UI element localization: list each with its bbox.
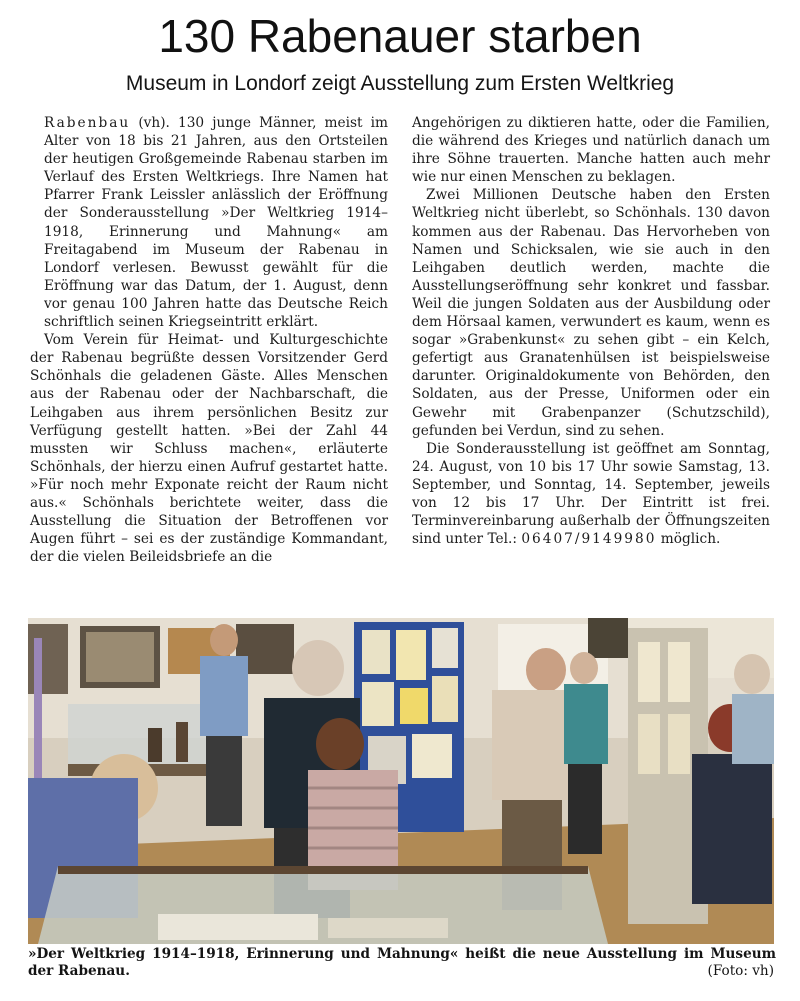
article-column-right	[412, 114, 770, 548]
paragraph-3: Angehörigen zu diktieren hatte, oder die Familien, die während des Krieges und natürlich danach um ihre Söhne trauerten. Manche hatten auch mehr wie nur einen Menschen zu beklagen.	[412, 115, 770, 186]
paragraph-4: Zwei Millionen Deutsche haben den Ersten Weltkrieg nicht überlebt, so Schönhals. 130 davon kommen aus der Rabenau. Das Hervorheben von Namen und Schicksalen, wie sie auch in den Leihgaben deutlich werden, machte die Ausstellungseröffnung sehr konkret und fassbar. Weil die jungen Soldaten aus der Ausbildung oder dem Hörsaal kamen, verwundert es kaum, wenn es sogar »Grabenkunst« zu sehen gibt – ein Kelch, gefertigt aus Granatenhülsen ist beispielsweise darunter. Originaldokumente von Behörden, den Soldaten, aus der Presse, Uniformen oder ein Gewehr mit Grabenpanzer (Schutzschild), gefunden bei Verdun, sind zu sehen.	[412, 187, 770, 439]
article-column-left	[30, 114, 388, 566]
paragraph-5	[412, 440, 770, 549]
paragraph-2: Vom Verein für Heimat- und Kulturgeschichte der Rabenau begrüßte dessen Vorsitzender Gerd Schönhals die geladenen Gäste. Alles Menschen aus der Rabenau oder der Nachbarschaft, die Leihgaben aus ihrem persönlichen Besitz zur Verfügung gestellt hatten. »Bei der Zahl 44 mussten wir Schluss machen«, erläuterte Schönhals, der hierzu einen Aufruf gestartet hatte. »Für noch mehr Exponate reicht der Raum nicht aus.« Schönhals berichtete weiter, dass die Ausstellung die Situation der Betroffenen vor Augen führt – sei es der zuständige Kommandant, der die vielen Beileidsbriefe an die	[30, 332, 388, 566]
photo-caption: »Der Weltkrieg 1914–1918, Erinnerung und Mahnung« heißt die neue Ausstellung im Museum der Rabenau.	[28, 946, 776, 979]
phone-number: 06407/9149980	[521, 531, 657, 548]
photo-credit: (Foto: vh)	[707, 963, 774, 979]
headline: 130 Rabenauer starben	[158, 10, 642, 62]
opening-hours-tail: möglich.	[656, 531, 721, 548]
subheadline: Museum in Londorf zeigt Ausstellung zum Ersten Weltkrieg	[125, 72, 675, 95]
dateline: Rabenbau	[44, 115, 131, 131]
opening-hours-text: Die Sonderausstellung ist geöffnet am Sonntag, 24. August, von 10 bis 17 Uhr sowie Samstag, 13. September, und Sonntag, 14. September, jeweils von 12 bis 17 Uhr. Der Eintritt ist frei. Terminvereinbarung außerhalb der Öffnungszeiten sind unter Tel.:	[412, 440, 770, 548]
exhibition-photo	[28, 618, 774, 944]
paragraph-1	[30, 114, 388, 331]
paragraph-1-body: (vh). 130 junge Männer, meist im Alter von 18 bis 21 Jahren, aus den Ortsteilen der heutigen Großgemeinde Rabenau starben im Verlauf des Ersten Weltkriegs. Ihre Namen hat Pfarrer Frank Leissler anlässlich der Eröffnung der Sonderausstellung »Der Weltkrieg 1914–1918, Erinnerung und Mahnung« am Freitagabend im Museum der Rabenau in Londorf verlesen. Bewusst gewählt für die Eröffnung war das Datum, der 1. August, denn vor genau 100 Jahren hatte das Deutsche Reich schriftlich seinen Kriegseintritt erklärt.	[44, 115, 388, 331]
